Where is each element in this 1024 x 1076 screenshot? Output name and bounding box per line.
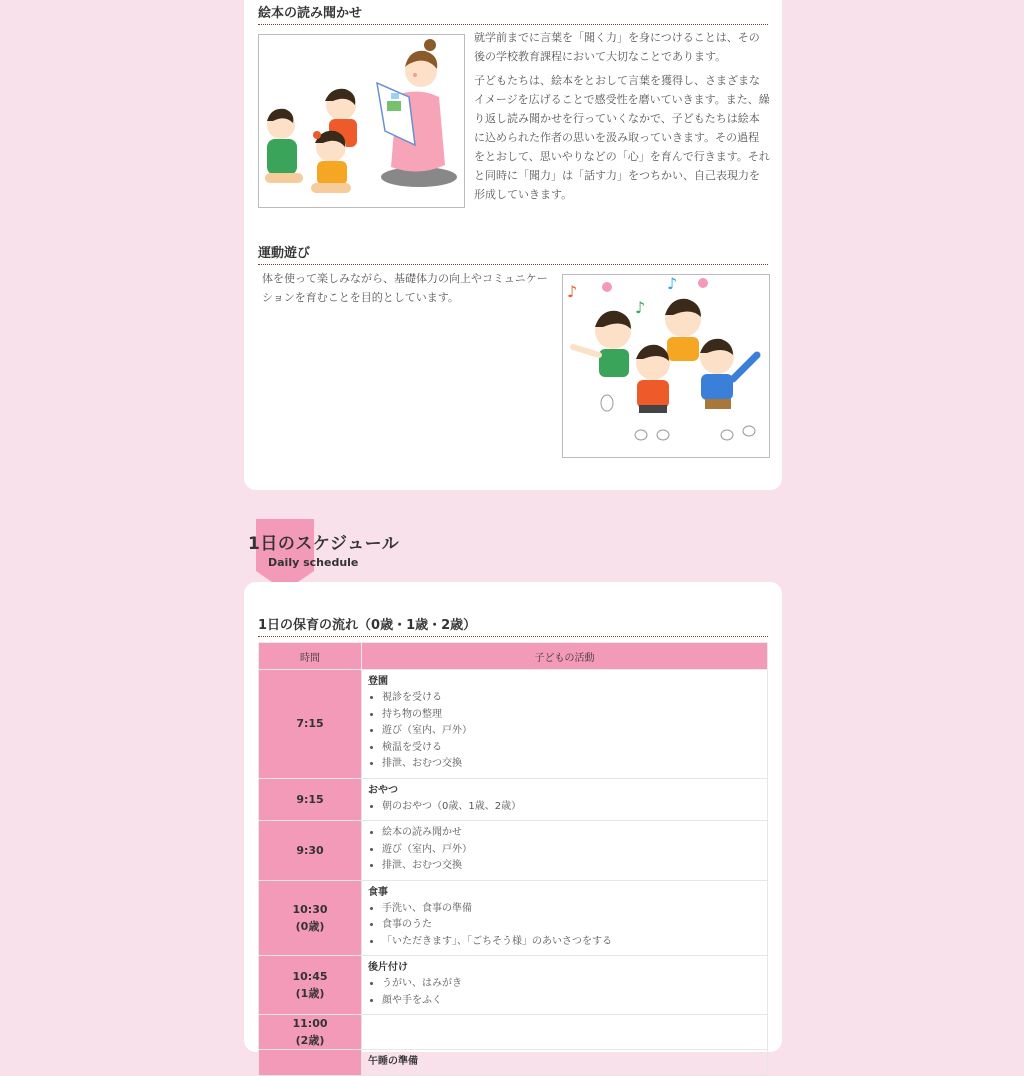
activity-list (368, 690, 761, 773)
activity-list (368, 901, 761, 951)
schedule-heading: 1日の保育の流れ（0歳・1歳・2歳） (258, 614, 768, 637)
table-row (259, 778, 768, 821)
schedule-section-subtitle: Daily schedule (268, 556, 359, 569)
reading-heading: 絵本の読み聞かせ (258, 2, 768, 25)
schedule-time (259, 956, 362, 1015)
reading-illustration (258, 34, 465, 208)
list-item: • 遊び（室内、戸外） (382, 723, 761, 740)
table-row (259, 880, 768, 956)
svg-text:♪: ♪ (635, 298, 646, 317)
activity-heading: 後片付け (368, 962, 408, 973)
table-row (259, 821, 768, 881)
table-row (259, 956, 768, 1015)
schedule-time-line: 10:30 (292, 902, 328, 916)
list-item: • 「いただきます」、「ごちそう様」のあいさつをする (382, 934, 761, 951)
activity-heading: おやつ (368, 784, 398, 796)
activity-heading: 午睡の準備 (368, 1056, 418, 1067)
list-item: • 排泄、おむつ交換 (382, 858, 761, 875)
table-row (259, 670, 768, 779)
list-item: • 絵本の読み聞かせ (382, 825, 761, 842)
schedule-time-line: 9:30 (296, 843, 324, 857)
activity-heading: 登園 (368, 676, 388, 687)
exercise-heading: 運動遊び (258, 242, 768, 265)
header-activity: 子どもの活動 (362, 643, 768, 670)
schedule-time-line: (2歳) (295, 1034, 325, 1047)
list-item: • うがい、はみがき (382, 976, 761, 993)
list-item: • 遊び（室内、戸外） (382, 842, 761, 859)
schedule-time (259, 821, 362, 881)
schedule-time (259, 778, 362, 821)
schedule-activities (362, 778, 768, 821)
schedule-time (259, 880, 362, 956)
schedule-time-line: 11:00 (292, 1017, 328, 1030)
list-item: • 視診を受ける (382, 690, 761, 707)
svg-text:♪: ♪ (567, 282, 578, 301)
schedule-time (259, 670, 362, 779)
schedule-time-line: 7:15 (296, 717, 324, 731)
schedule-time-line: 9:15 (296, 792, 324, 806)
reading-paragraph-1: 就学前までに言葉を「聞く力」を身につけることは、その後の学校教育課程において大切なことであります。 (474, 31, 760, 63)
list-item: • 朝のおやつ（0歳、1歳、2歳） (382, 799, 761, 816)
activity-list (368, 976, 761, 1009)
list-item: • 持ち物の整理 (382, 707, 761, 724)
list-item: • 顔や手をふく (382, 993, 761, 1010)
schedule-time (259, 1015, 362, 1050)
activity-heading: 食事 (368, 886, 388, 898)
schedule-activities (362, 670, 768, 779)
list-item: • 手洗い、食事の準備 (382, 901, 761, 918)
exercise-paragraph: 体を使って楽しみながら、基礎体力の向上やコミュニケーションを育むことを目的としています。 (262, 272, 548, 304)
activities-card (244, 0, 782, 490)
schedule-activities (362, 956, 768, 1015)
schedule-table (258, 642, 768, 1076)
reading-paragraph-2: 子どもたちは、絵本をとおして言葉を獲得し、さまざまなイメージを広げることで感受性を磨いていきます。また、繰り返し読み聞かせを行っていくなかで、子どもたちは絵本に込められた作者の思いを汲み取っていきます。その過程をとおして、思いやりなどの「心」を育んで行きます。それと同時に「聞力」は「話す力」をつちかい、自己表現力を形成していきます。 (474, 74, 770, 201)
schedule-card (244, 582, 782, 1067)
activity-list (368, 799, 761, 816)
list-item: • 食事のうた (382, 917, 761, 934)
schedule-time (259, 1050, 362, 1076)
header-time: 時間 (259, 643, 362, 670)
schedule-activities (362, 1050, 768, 1076)
schedule-time-line: 10:45 (292, 970, 328, 983)
svg-text:♪: ♪ (667, 275, 678, 293)
schedule-activities (362, 821, 768, 881)
list-item: • 検温を受ける (382, 740, 761, 757)
schedule-time-line: (1歳) (295, 987, 325, 1000)
schedule-time-line: (0歳) (295, 919, 325, 933)
list-item: • 排泄、おむつ交換 (382, 756, 761, 773)
exercise-illustration (562, 274, 770, 458)
table-header-row (259, 643, 768, 670)
schedule-activities (362, 880, 768, 956)
table-row (259, 1050, 768, 1076)
schedule-section-title: 1日のスケジュール (248, 534, 400, 554)
table-row (259, 1015, 768, 1050)
schedule-activities (362, 1015, 768, 1050)
activity-list (368, 825, 761, 875)
